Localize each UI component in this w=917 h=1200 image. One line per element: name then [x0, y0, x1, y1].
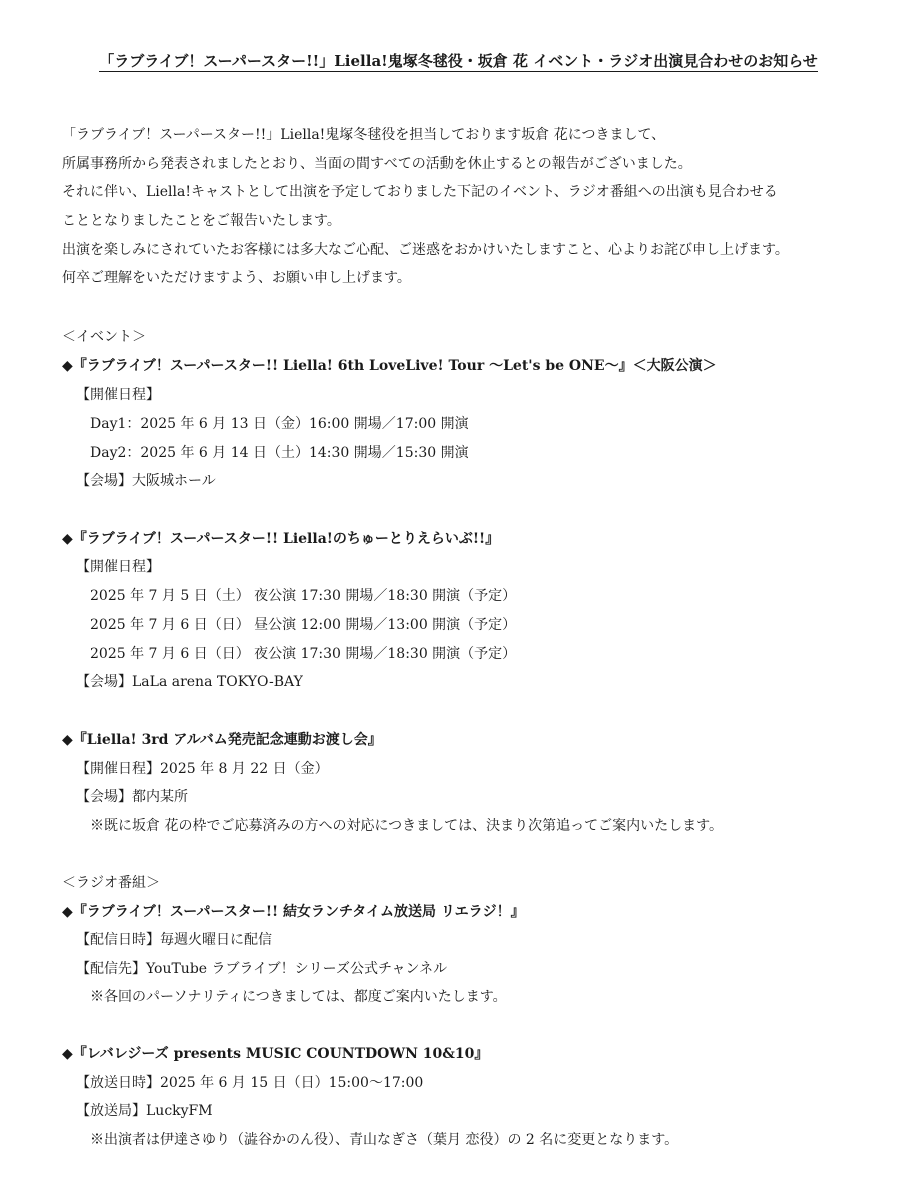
venue: 【会場】大阪城ホール: [76, 473, 216, 489]
schedule-entry: Day1：2025 年 6 月 13 日（金）16:00 開場／17:00 開演: [90, 416, 469, 432]
schedule-label: 【開催日程】: [76, 387, 160, 403]
event-title: ◆『ラブライブ！スーパースター!! Liella!のちゅーとりえらいぶ!!』: [62, 531, 500, 547]
radio-title: ◆『レバレジーズ presents MUSIC COUNTDOWN 10&10』: [62, 1046, 489, 1062]
note: ※出演者は伊達さゆり（澁谷かのん役）、青山なぎさ（葉月 恋役）の 2 名に変更となります。: [90, 1132, 679, 1148]
intro-line: こととなりましたことをご報告いたします。: [62, 213, 341, 229]
schedule-entry: 2025 年 7 月 6 日（日） 昼公演 12:00 開場／13:00 開演（予定）: [90, 617, 517, 633]
schedule-entry: 【開催日程】2025 年 8 月 22 日（金）: [76, 761, 329, 777]
radio-title: ◆『ラブライブ！スーパースター!! 結女ランチタイム放送局 リエラジ！』: [62, 904, 525, 920]
page-title: 「ラブライブ！スーパースター!!」Liella!鬼塚冬毬役・坂倉 花 イベント・ラジオ出演見合わせのお知らせ: [99, 52, 818, 70]
broadcast-channel: 【配信先】YouTube ラブライブ！シリーズ公式チャンネル: [76, 961, 448, 977]
intro-line: 出演を楽しみにされていたお客様には多大なご心配、ご迷惑をおかけいたしますこと、心よりお詫び申し上げます。: [62, 242, 789, 258]
schedule-label: 【開催日程】: [76, 559, 160, 575]
venue: 【会場】都内某所: [76, 789, 188, 805]
intro-line: 所属事務所から発表されましたとおり、当面の間すべての活動を休止するとの報告がございました。: [62, 156, 692, 172]
intro-line: 何卒ご理解をいただけますよう、お願い申し上げます。: [62, 270, 411, 286]
intro-line: 「ラブライブ！スーパースター!!」Liella!鬼塚冬毬役を担当しております坂倉 花につきまして、: [62, 127, 666, 143]
note: ※各回のパーソナリティにつきましては、都度ご案内いたします。: [90, 989, 507, 1005]
broadcast-datetime: 【放送日時】2025 年 6 月 15 日（日）15:00～17:00: [76, 1075, 424, 1091]
event-title: ◆『ラブライブ！スーパースター!! Liella! 6th LoveLive! Tour ～Let's be ONE～』＜大阪公演＞: [62, 358, 717, 374]
broadcast-datetime: 【配信日時】毎週火曜日に配信: [76, 932, 272, 948]
events-heading: ＜イベント＞: [62, 329, 146, 345]
venue: 【会場】LaLa arena TOKYO-BAY: [76, 674, 303, 690]
schedule-entry: Day2：2025 年 6 月 14 日（土）14:30 開場／15:30 開演: [90, 445, 469, 461]
schedule-entry: 2025 年 7 月 5 日（土） 夜公演 17:30 開場／18:30 開演（予定）: [90, 588, 517, 604]
radio-heading: ＜ラジオ番組＞: [62, 875, 160, 891]
note: ※既に坂倉 花の枠でご応募済みの方への対応につきましては、決まり次第追ってご案内いたします。: [90, 818, 724, 834]
intro-line: それに伴い、Liella!キャストとして出演を予定しておりました下記のイベント、ラジオ番組への出演も見合わせる: [62, 184, 778, 200]
schedule-entry: 2025 年 7 月 6 日（日） 夜公演 17:30 開場／18:30 開演（予定）: [90, 646, 517, 662]
event-title: ◆『Liella! 3rd アルバム発売記念連動お渡し会』: [62, 732, 382, 748]
broadcast-station: 【放送局】LuckyFM: [76, 1103, 213, 1119]
